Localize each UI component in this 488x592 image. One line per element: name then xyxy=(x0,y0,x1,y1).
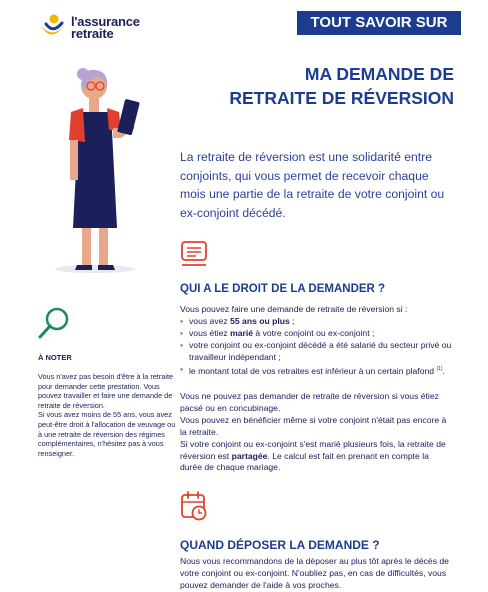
item4-text: le montant total de vos retraites est inférieur à un certain plafond xyxy=(189,365,435,376)
item1-end: ; xyxy=(289,315,295,326)
footnote-ref: (1) xyxy=(436,365,443,372)
section1-para2: Vous pouvez en bénéficier même si votre conjoint n'était pas encore à la retraite. xyxy=(180,414,447,437)
note-text xyxy=(38,372,176,458)
conditions-list xyxy=(180,316,452,377)
title-line2: RETRAITE DE RÉVERSION xyxy=(229,88,454,108)
section1-para1: Vous ne pouvez pas demander de retraite de réversion si vous étiez pacsé ou en concubinage. xyxy=(180,391,439,413)
logo-mark-icon xyxy=(38,14,68,42)
section1-lead: Vous pouvez faire une demande de retraite de réversion si : xyxy=(180,304,408,314)
item2-end: à votre conjoint ou ex-conjoint ; xyxy=(253,327,375,338)
item4-end: . xyxy=(442,365,445,376)
list-item xyxy=(180,316,452,328)
magnifier-icon xyxy=(37,306,71,340)
topic-banner: TOUT SAVOIR SUR xyxy=(297,11,461,35)
logo-line1: l'assurance xyxy=(71,14,140,29)
intro-paragraph: La retraite de réversion est une solidarité entre conjoints, qui vous permet de recevoir chaque mois une partie de la retraite de votre conjoint ou ex-conjoint décédé. xyxy=(180,150,445,220)
section1-heading: QUI A LE DROIT DE LA DEMANDER ? xyxy=(180,283,386,295)
list-item xyxy=(180,364,452,378)
note-title: À NOTER xyxy=(38,353,72,362)
woman-with-tablet-illustration xyxy=(55,60,155,275)
para3-text: Si votre conjoint ou ex-conjoint s'est marié plusieurs fois, la retraite de réversion est xyxy=(180,438,446,461)
item2-text: vous étiez xyxy=(189,327,231,338)
logo xyxy=(38,14,140,42)
page-title xyxy=(222,62,454,110)
list-item: • votre conjoint ou ex-conjoint décédé a été salarié du secteur privé ou travailleur indépendant ; xyxy=(180,340,452,364)
calendar-clock-icon xyxy=(180,490,208,522)
section1-notes xyxy=(180,391,452,474)
logo-line2: retraite xyxy=(71,26,114,41)
section2-heading: QUAND DÉPOSER LA DEMANDE ? xyxy=(180,538,380,552)
para3-end: . Le calcul est fait en prenant en compte la durée de chaque mariage. xyxy=(180,450,429,473)
list-item xyxy=(180,328,452,340)
para3-bold: partagée xyxy=(231,450,268,461)
title-line1: MA DEMANDE DE xyxy=(304,64,454,84)
note-paragraph-1: Vous n'avez pas besoin d'être à la retraite pour demander cette prestation. Vous pouvez travailler et faire une demande de retraite de réversion. xyxy=(38,372,174,410)
item1-bold: 55 ans ou plus xyxy=(230,315,290,326)
item1-text: vous avez xyxy=(189,315,231,326)
section1-para3 xyxy=(180,439,452,475)
section2-body: Nous vous recommandons de la déposer au plus tôt après le décès de votre conjoint ou ex-conjoint. N'oubliez pas, en cas de difficultés, vous pouvez demander de l'aide à vos proches. xyxy=(180,556,449,590)
section1-body xyxy=(180,304,452,377)
item2-bold: marié xyxy=(230,327,254,338)
note-paragraph-2: Si vous avez moins de 55 ans, vous avez peut-être droit à l'allocation de veuvage ou à une retraite de réversion des régimes complémentaires, n'hésitez pas à vous renseigner. xyxy=(38,410,176,458)
document-icon xyxy=(180,239,208,267)
